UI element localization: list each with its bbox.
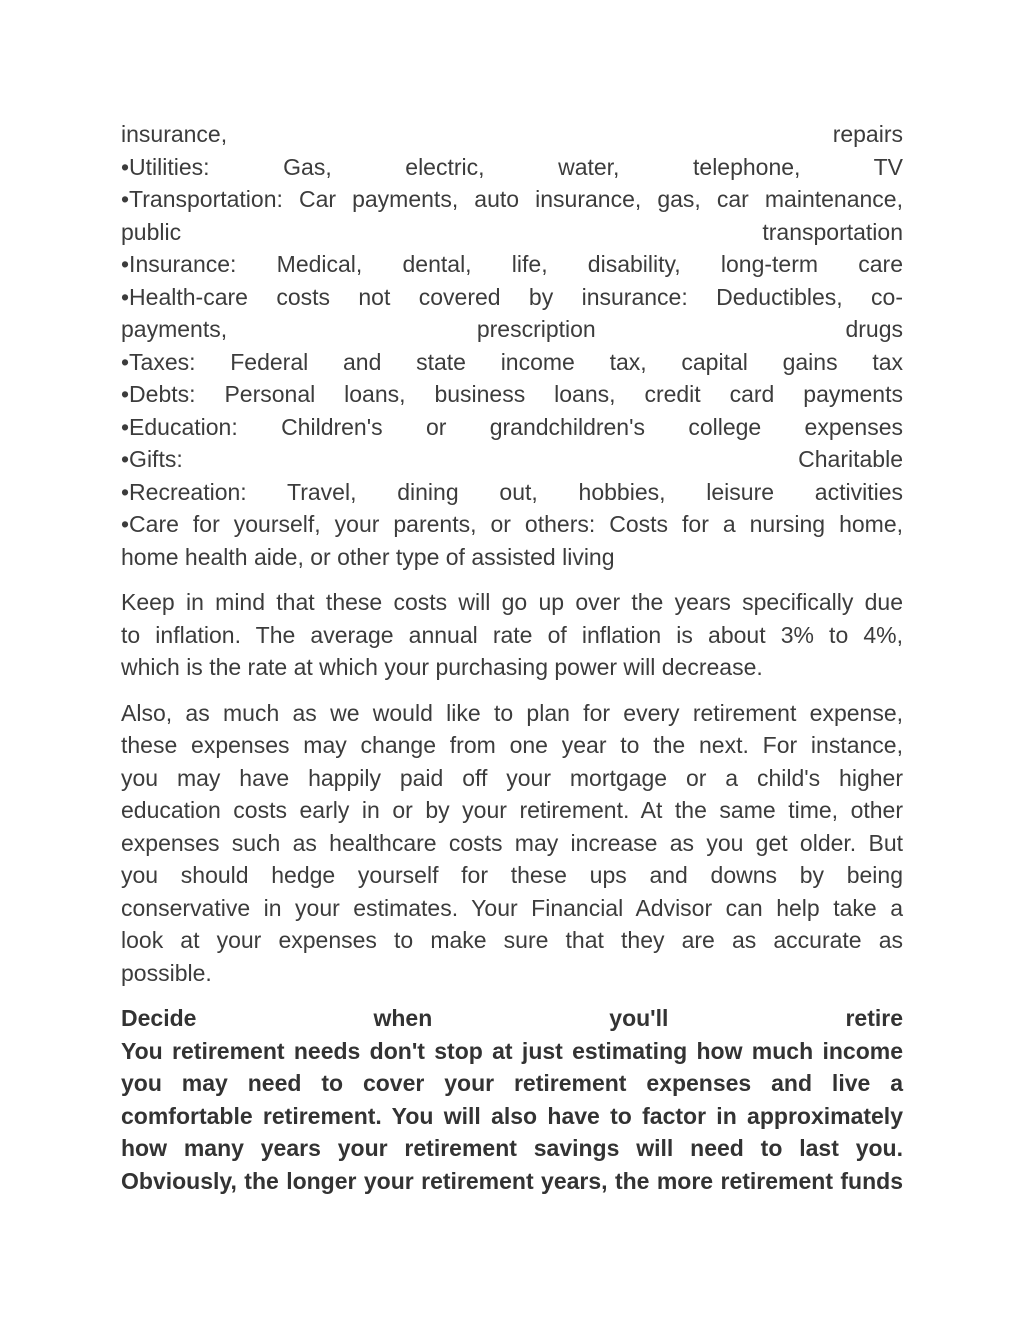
list-line: home health aide, or other type of assisted living [121,543,615,570]
paragraph-line: You retirement needs don't stop at just estimating how much income [121,1037,903,1064]
paragraph-line: Obviously, the longer your retirement years, the more retirement funds [121,1167,903,1194]
paragraph-line: you should hedge yourself for these ups and downs by being [121,862,903,888]
inflation-paragraph [121,586,903,684]
list-line: •Care for yourself, your parents, or others: Costs for a nursing home, [121,511,903,537]
paragraph-line: you may need to cover your retirement expenses and live a [121,1070,903,1096]
paragraph-line: how many years your retirement savings will need to last you. [121,1135,903,1161]
list-line: •Taxes: Federal and state income tax, capital gains tax [121,348,903,375]
section-heading: Decide when you'll retire [121,1005,903,1031]
paragraph-line: look at your expenses to make sure that they are as accurate as [121,927,903,953]
paragraph-line: possible. [121,959,212,986]
list-line: •Education: Children's or grandchildren's college expenses [121,413,903,440]
list-line: •Utilities: Gas, electric, water, telephone, TV [121,153,903,180]
list-line: insurance, repairs [121,121,903,147]
paragraph-line: education costs early in or by your retirement. At the same time, other [121,797,903,823]
document-page [121,118,903,1197]
list-line: •Health-care costs not covered by insurance: Deductibles, co- [121,283,903,310]
paragraph-line: which is the rate at which your purchasing power will decrease. [121,654,763,680]
paragraph-line: to inflation. The average annual rate of inflation is about 3% to 4%, [121,621,903,648]
paragraph-line: expenses such as healthcare costs may increase as you get older. But [121,829,903,856]
list-line: •Insurance: Medical, dental, life, disability, long-term care [121,251,903,277]
retire-section [121,1002,903,1197]
list-line: •Transportation: Car payments, auto insurance, gas, car maintenance, [121,186,903,212]
paragraph-line: Keep in mind that these costs will go up over the years specifically due [121,589,903,615]
paragraph-line: these expenses may change from one year to the next. For instance, [121,732,903,758]
list-line: •Recreation: Travel, dining out, hobbies, leisure activities [121,478,903,505]
expense-list [121,118,903,573]
list-line: •Gifts: Charitable [121,446,903,472]
paragraph-line: comfortable retirement. You will also have to factor in approximately [121,1102,903,1129]
list-line: •Debts: Personal loans, business loans, credit card payments [121,381,903,407]
paragraph-line: conservative in your estimates. Your Financial Advisor can help take a [121,894,903,921]
paragraph-line: Also, as much as we would like to plan for every retirement expense, [121,699,903,726]
list-line: payments, prescription drugs [121,316,903,342]
paragraph-line: you may have happily paid off your mortgage or a child's higher [121,764,903,791]
list-line: public transportation [121,218,903,245]
expense-change-paragraph [121,697,903,990]
